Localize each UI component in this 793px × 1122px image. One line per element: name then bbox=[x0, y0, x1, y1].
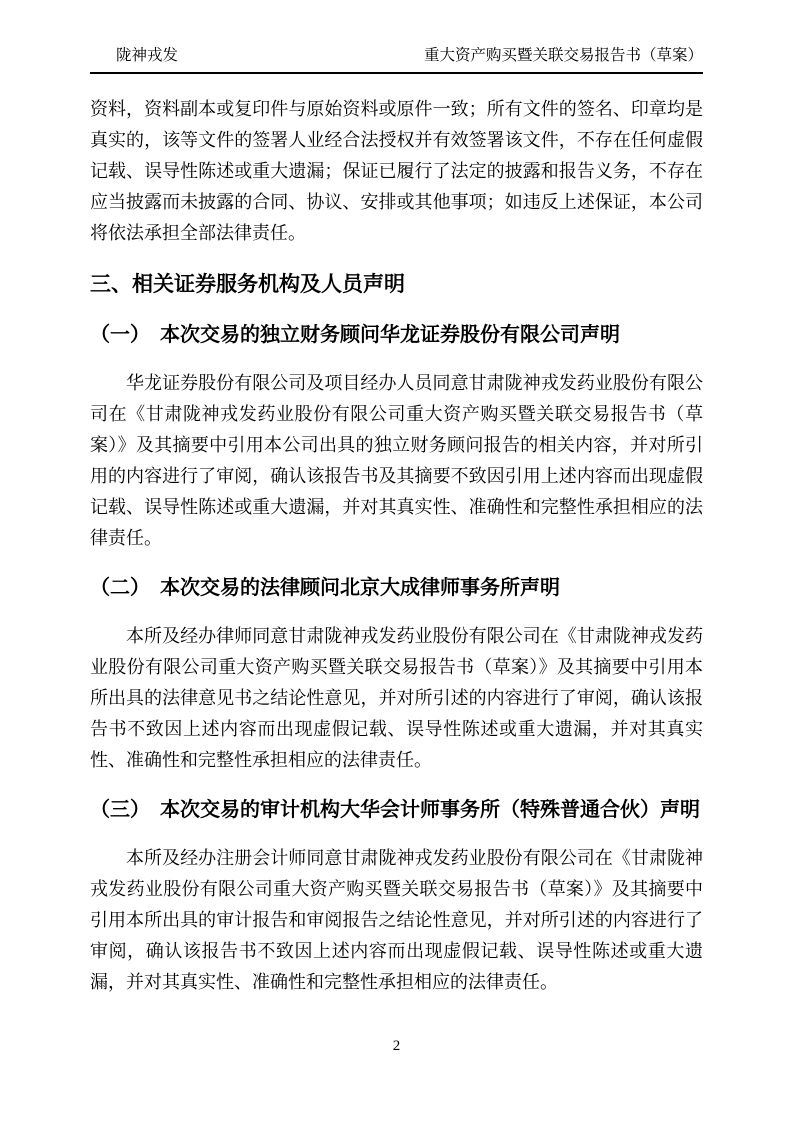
page-header bbox=[90, 46, 703, 74]
subsection-heading-financial-advisor: （一） 本次交易的独立财务顾问华龙证券股份有限公司声明 bbox=[90, 324, 620, 346]
header-document-title: 重大资产购买暨关联交易报告书（草案） bbox=[423, 47, 703, 64]
subsection-heading-legal-counsel: （二） 本次交易的法律顾问北京大成律师事务所声明 bbox=[90, 577, 560, 599]
continuation-paragraph: 资料，资料副本或复印件与原始资料或原件一致；所有文件的签名、印章均是真实的，该等文件的签署人业经合法授权并有效签署该文件，不存在任何虚假记载、误导性陈述或重大遗漏；保证已履行了法定的披露和报告义务，不存在应当披露而未披露的合同、协议、安排或其他事项；如违反上述保证，本公司将依法承担全部法律责任。 bbox=[90, 99, 703, 243]
section-heading-declarations: 三、相关证券服务机构及人员声明 bbox=[90, 273, 405, 296]
subsection-paragraph-audit-firm: 本所及经办注册会计师同意甘肃陇神戎发药业股份有限公司在《甘肃陇神戎发药业股份有限公司重大资产购买暨关联交易报告书（草案）》及其摘要中引用本所出具的审计报告和审阅报告之结论性意见，并对所引述的内容进行了审阅，确认该报告书不致因上述内容而出现虚假记载、误导性陈述或重大遗漏，并对其真实性、准确性和完整性承担相应的法律责任。 bbox=[90, 848, 703, 992]
document-body bbox=[90, 94, 703, 998]
subsection-paragraph-financial-advisor: 华龙证券股份有限公司及项目经办人员同意甘肃陇神戎发药业股份有限公司在《甘肃陇神戎发药业股份有限公司重大资产购买暨关联交易报告书（草案）》及其摘要中引用本公司出具的独立财务顾问报告的相关内容，并对所引用的内容进行了审阅，确认该报告书及其摘要不致因引用上述内容而出现虚假记载、误导性陈述或重大遗漏，并对其真实性、准确性和完整性承担相应的法律责任。 bbox=[90, 373, 703, 548]
page-number: 2 bbox=[392, 1038, 401, 1054]
header-company-short-name: 陇神戎发 bbox=[116, 47, 179, 64]
subsection-paragraph-legal-counsel: 本所及经办律师同意甘肃陇神戎发药业股份有限公司在《甘肃陇神戎发药业股份有限公司重大资产购买暨关联交易报告书（草案）》及其摘要中引用本所出具的法律意见书之结论性意见，并对所引述的内容进行了审阅，确认该报告书不致因上述内容而出现虚假记载、误导性陈述或重大遗漏，并对其真实性、准确性和完整性承担相应的法律责任。 bbox=[90, 626, 703, 770]
subsection-heading-audit-firm: （三） 本次交易的审计机构大华会计师事务所（特殊普通合伙）声明 bbox=[90, 799, 700, 821]
page-footer bbox=[0, 1036, 793, 1056]
